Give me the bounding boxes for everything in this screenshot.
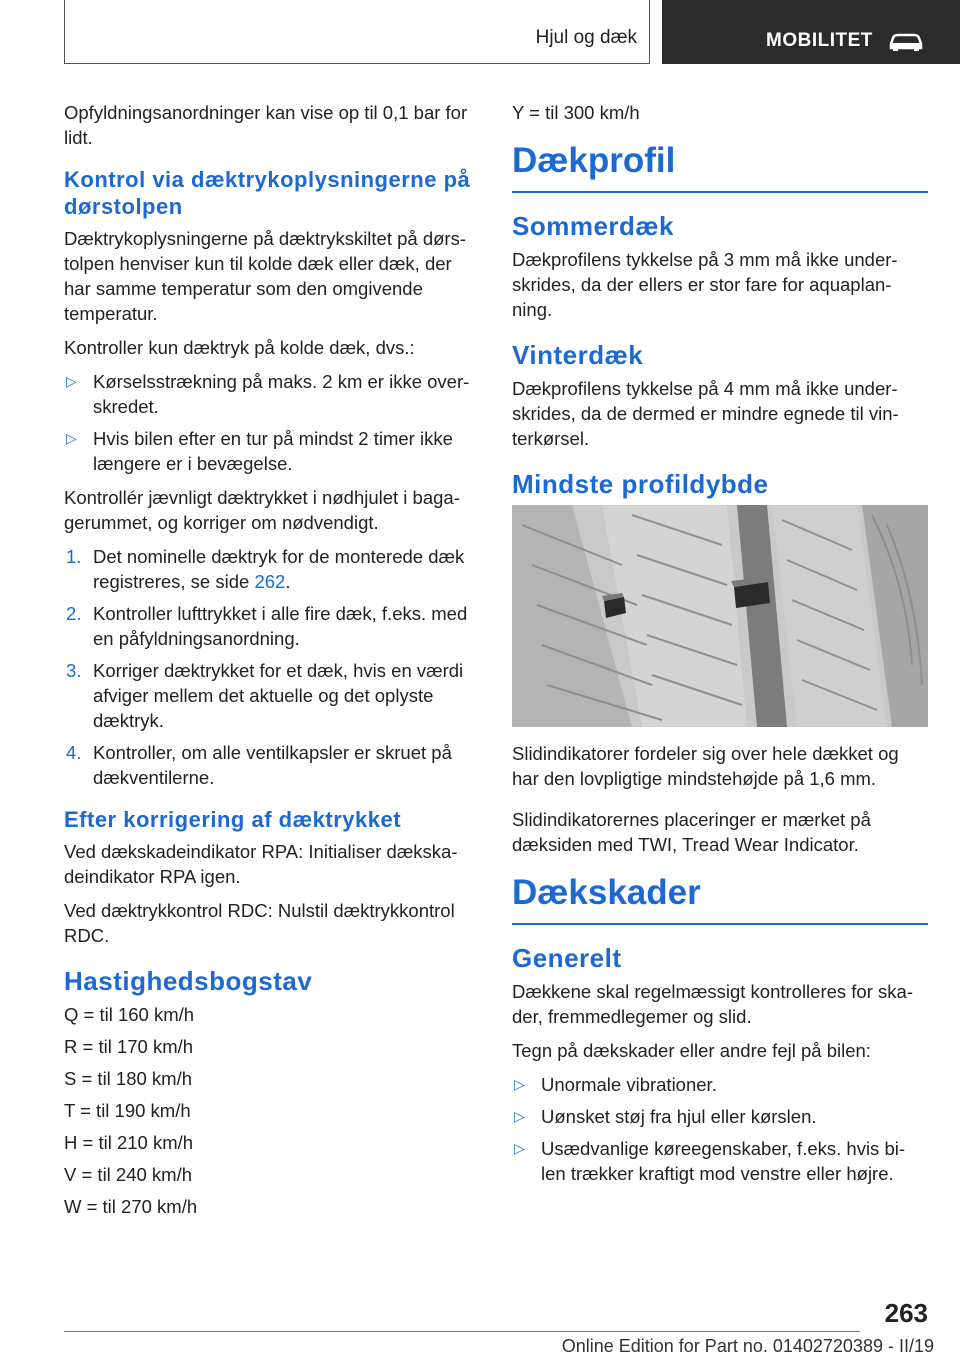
triangle-bullet-icon: ▷ bbox=[514, 1140, 525, 1156]
triangle-bullet-icon: ▷ bbox=[514, 1076, 525, 1092]
general-paragraph-1: Dækkene skal regelmæssigt kontrolleres for ska-der, fremmedlegemer og slid. bbox=[512, 981, 913, 1027]
step-number: 4. bbox=[66, 742, 82, 763]
heading-min-tread-depth: Mindste profildybde bbox=[512, 469, 769, 499]
step-number: 2. bbox=[66, 603, 82, 624]
list-item bbox=[64, 369, 480, 419]
speed-line: V = til 240 km/h bbox=[64, 1164, 193, 1185]
steps-list bbox=[64, 544, 480, 790]
header-chapter-box bbox=[662, 0, 960, 64]
cold-tire-list bbox=[64, 369, 480, 476]
winter-paragraph: Dækprofilens tykkelse på 4 mm må ikke under-skrides, da de dermed er mindre egnede til vin-terkørsel. bbox=[512, 378, 899, 449]
list-item bbox=[512, 1136, 928, 1186]
page-number: 263 bbox=[884, 1298, 928, 1328]
after-paragraph-2: Ved dæktrykkontrol RDC: Nulstil dæktrykkontrol RDC. bbox=[64, 900, 455, 946]
list-item bbox=[512, 1072, 928, 1097]
heading-tread-profile: Dækprofil bbox=[512, 141, 928, 193]
wear-indicator-paragraph-1: Slidindikatorer fordeler sig over hele dækket og har den lovpligtige mindstehøjde på 1,6 mm. bbox=[512, 743, 899, 789]
heading-speed-letter: Hastighedsbogstav bbox=[64, 966, 313, 996]
step-number: 1. bbox=[66, 546, 82, 567]
step-text: Det nominelle dæktryk for de monterede dæk registreres, se side bbox=[93, 546, 465, 592]
page-link[interactable]: 262 bbox=[254, 571, 286, 592]
heading-after-correction: Efter korrigering af dæktrykket bbox=[64, 807, 402, 832]
edition-footer: Online Edition for Part no. 01402720389 - II/19 bbox=[561, 1336, 934, 1356]
list-item bbox=[512, 1104, 928, 1129]
step-item bbox=[64, 658, 480, 733]
step-item bbox=[64, 544, 480, 594]
list-item-text: Uønsket støj fra hjul eller kørslen. bbox=[541, 1106, 817, 1127]
speed-line: H = til 210 km/h bbox=[64, 1132, 194, 1153]
speed-line-y: Y = til 300 km/h bbox=[512, 102, 640, 123]
heading-general: Generelt bbox=[512, 943, 622, 973]
speed-line: R = til 170 km/h bbox=[64, 1036, 194, 1057]
list-item-text: Usædvanlige køreegenskaber, f.eks. hvis bi-len trækker kraftigt mod venstre eller højre. bbox=[541, 1138, 906, 1184]
heading-door-pillar: Kontrol via dæktrykoplysningerne på dørstolpen bbox=[64, 167, 471, 219]
speed-line: W = til 270 km/h bbox=[64, 1196, 198, 1217]
list-item-text: Unormale vibrationer. bbox=[541, 1074, 717, 1095]
speed-line: S = til 180 km/h bbox=[64, 1068, 193, 1089]
step-item bbox=[64, 601, 480, 651]
damage-signs-list bbox=[512, 1072, 928, 1186]
step-text: Kontroller lufttrykket i alle fire dæk, f.eks. med en påfyldningsanordning. bbox=[93, 603, 468, 649]
speed-line: Q = til 160 km/h bbox=[64, 1004, 195, 1025]
header-section-title: Hjul og dæk bbox=[535, 27, 637, 48]
step-item bbox=[64, 740, 480, 790]
footer-divider bbox=[64, 1331, 860, 1332]
door-paragraph-2: Kontroller kun dæktryk på kolde dæk, dvs.: bbox=[64, 337, 415, 358]
general-paragraph-2: Tegn på dækskader eller andre fejl på bilen: bbox=[512, 1040, 871, 1061]
left-column bbox=[64, 100, 480, 1226]
intro-text: Opfyldningsanordninger kan vise op til 0,1 bar for lidt. bbox=[64, 102, 468, 148]
header-chapter-title: MOBILITET bbox=[766, 30, 873, 51]
list-item-text: Kørselsstrækning på maks. 2 km er ikke over-skredet. bbox=[93, 371, 470, 417]
step-text: Korriger dæktrykket for et dæk, hvis en værdi afviger mellem det aktuelle og det oplyste dæktryk. bbox=[93, 660, 464, 731]
triangle-bullet-icon: ▷ bbox=[66, 430, 77, 446]
step-number: 3. bbox=[66, 660, 82, 681]
car-icon bbox=[888, 31, 924, 51]
heading-tire-damage: Dækskader bbox=[512, 873, 928, 925]
tire-tread-image bbox=[512, 505, 928, 727]
after-paragraph-1: Ved dækskadeindikator RPA: Initialiser dækska-deindikator RPA igen. bbox=[64, 841, 458, 887]
summer-paragraph: Dækprofilens tykkelse på 3 mm må ikke under-skrides, da der ellers er stor fare for aquaplan-ning. bbox=[512, 249, 898, 320]
wear-indicator-paragraph-2: Slidindikatorernes placeringer er mærket på dæksiden med TWI, Tread Wear Indicator. bbox=[512, 809, 871, 855]
heading-summer-tires: Sommerdæk bbox=[512, 211, 674, 241]
header-section-box bbox=[64, 0, 650, 64]
step-text: Kontroller, om alle ventilkapsler er skruet på dækventilerne. bbox=[93, 742, 452, 788]
list-item-text: Hvis bilen efter en tur på mindst 2 timer ikke længere er i bevægelse. bbox=[93, 428, 453, 474]
spare-wheel-paragraph: Kontrollér jævnligt dæktrykket i nødhjulet i baga-gerummet, og korriger om nødvendigt. bbox=[64, 487, 460, 533]
list-item bbox=[64, 426, 480, 476]
triangle-bullet-icon: ▷ bbox=[66, 373, 77, 389]
right-column bbox=[512, 100, 928, 1195]
door-paragraph-1: Dæktrykoplysningerne på dæktrykskiltet på dørs-tolpen henviser kun til kolde dæk eller dæk, der har samme temperatur som den omgivende temperatur. bbox=[64, 228, 467, 324]
triangle-bullet-icon: ▷ bbox=[514, 1108, 525, 1124]
heading-winter-tires: Vinterdæk bbox=[512, 340, 644, 370]
speed-line: T = til 190 km/h bbox=[64, 1100, 191, 1121]
step-tail: . bbox=[285, 571, 291, 592]
